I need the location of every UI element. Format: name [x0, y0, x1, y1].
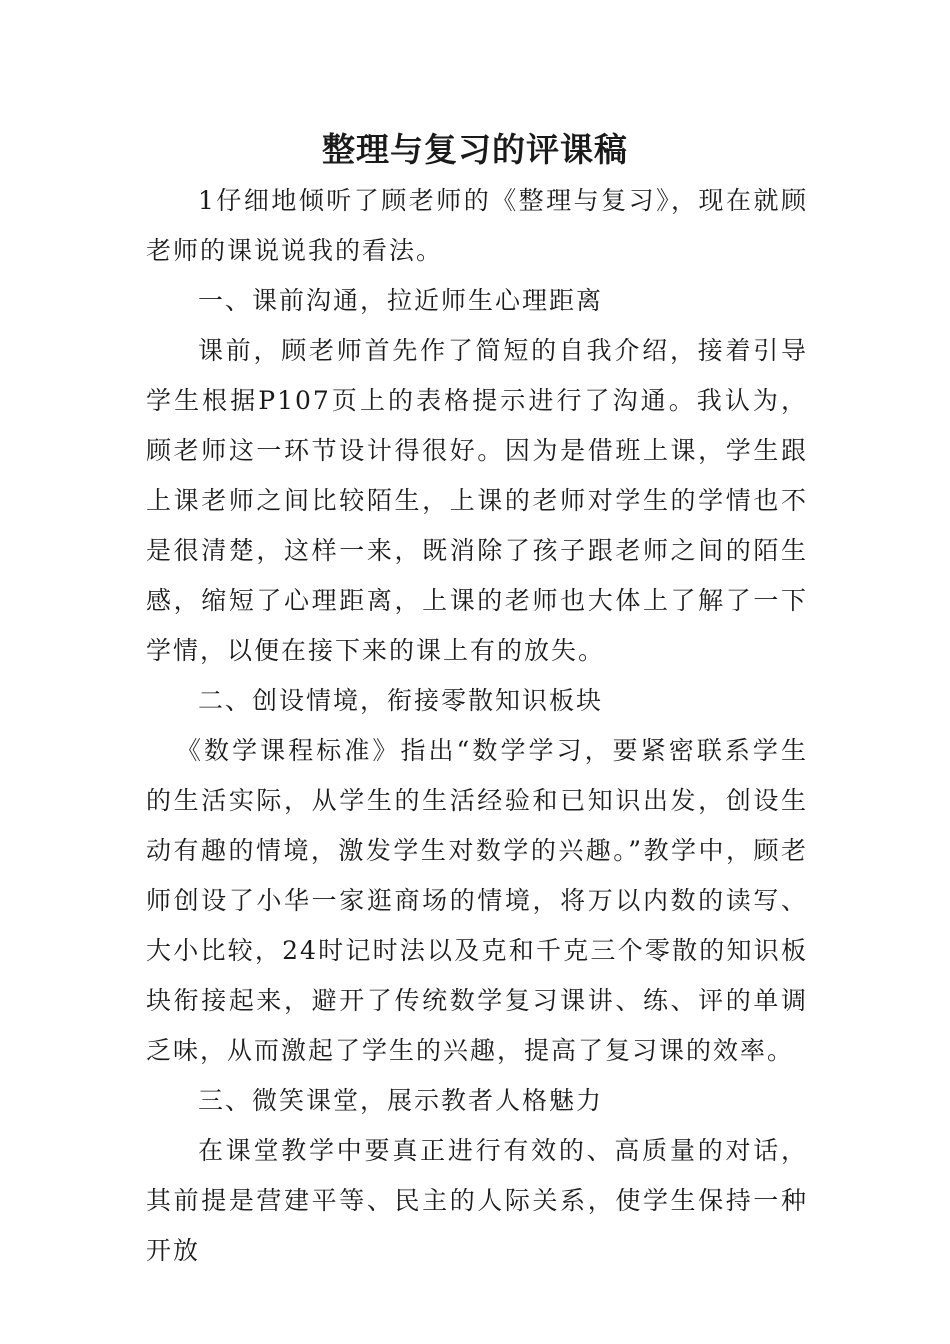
paragraph-section-1: 课前，顾老师首先作了简短的自我介绍，接着引导学生根据P107页上的表格提示进行了沟通。我认为，顾老师这一环节设计得很好。因为是借班上课，学生跟上课老师之间比较陌生，上课的老师对学生的学情也不是很清楚，这样一来，既消除了孩子跟老师之间的陌生感，缩短了心理距离，上课的老师也大体上了解了一下学情，以便在接下来的课上有的放失。: [146, 336, 808, 665]
paragraph-section-3: 在课堂教学中要真正进行有效的、高质量的对话，其前提是营建平等、民主的人际关系，使学生保持一种开放: [146, 1136, 808, 1265]
section-heading-1: 一、课前沟通，拉近师生心理距离: [198, 286, 604, 315]
document-title: 整理与复习的评课稿: [322, 130, 628, 169]
section-heading-2: 二、创设情境，衔接零散知识板块: [198, 686, 604, 715]
paragraph-intro: 1仔细地倾听了顾老师的《整理与复习》，现在就顾老师的课说说我的看法。: [146, 186, 808, 265]
section-heading-3: 三、微笑课堂，展示教者人格魅力: [198, 1086, 604, 1115]
paragraph-section-2: 《数学课程标准》指出“数学学习，要紧密联系学生的生活实际，从学生的生活经验和已知识出发，创设生动有趣的情境，激发学生对数学的兴趣。”教学中，顾老师创设了小华一家逛商场的情境，将万以内数的读写、大小比较，24时记时法以及克和千克三个零散的知识板块衔接起来，避开了传统数学复习课讲、练、评的单调乏味，从而激起了学生的兴趣，提高了复习课的效率。: [146, 736, 808, 1065]
document-body: [146, 176, 808, 1276]
